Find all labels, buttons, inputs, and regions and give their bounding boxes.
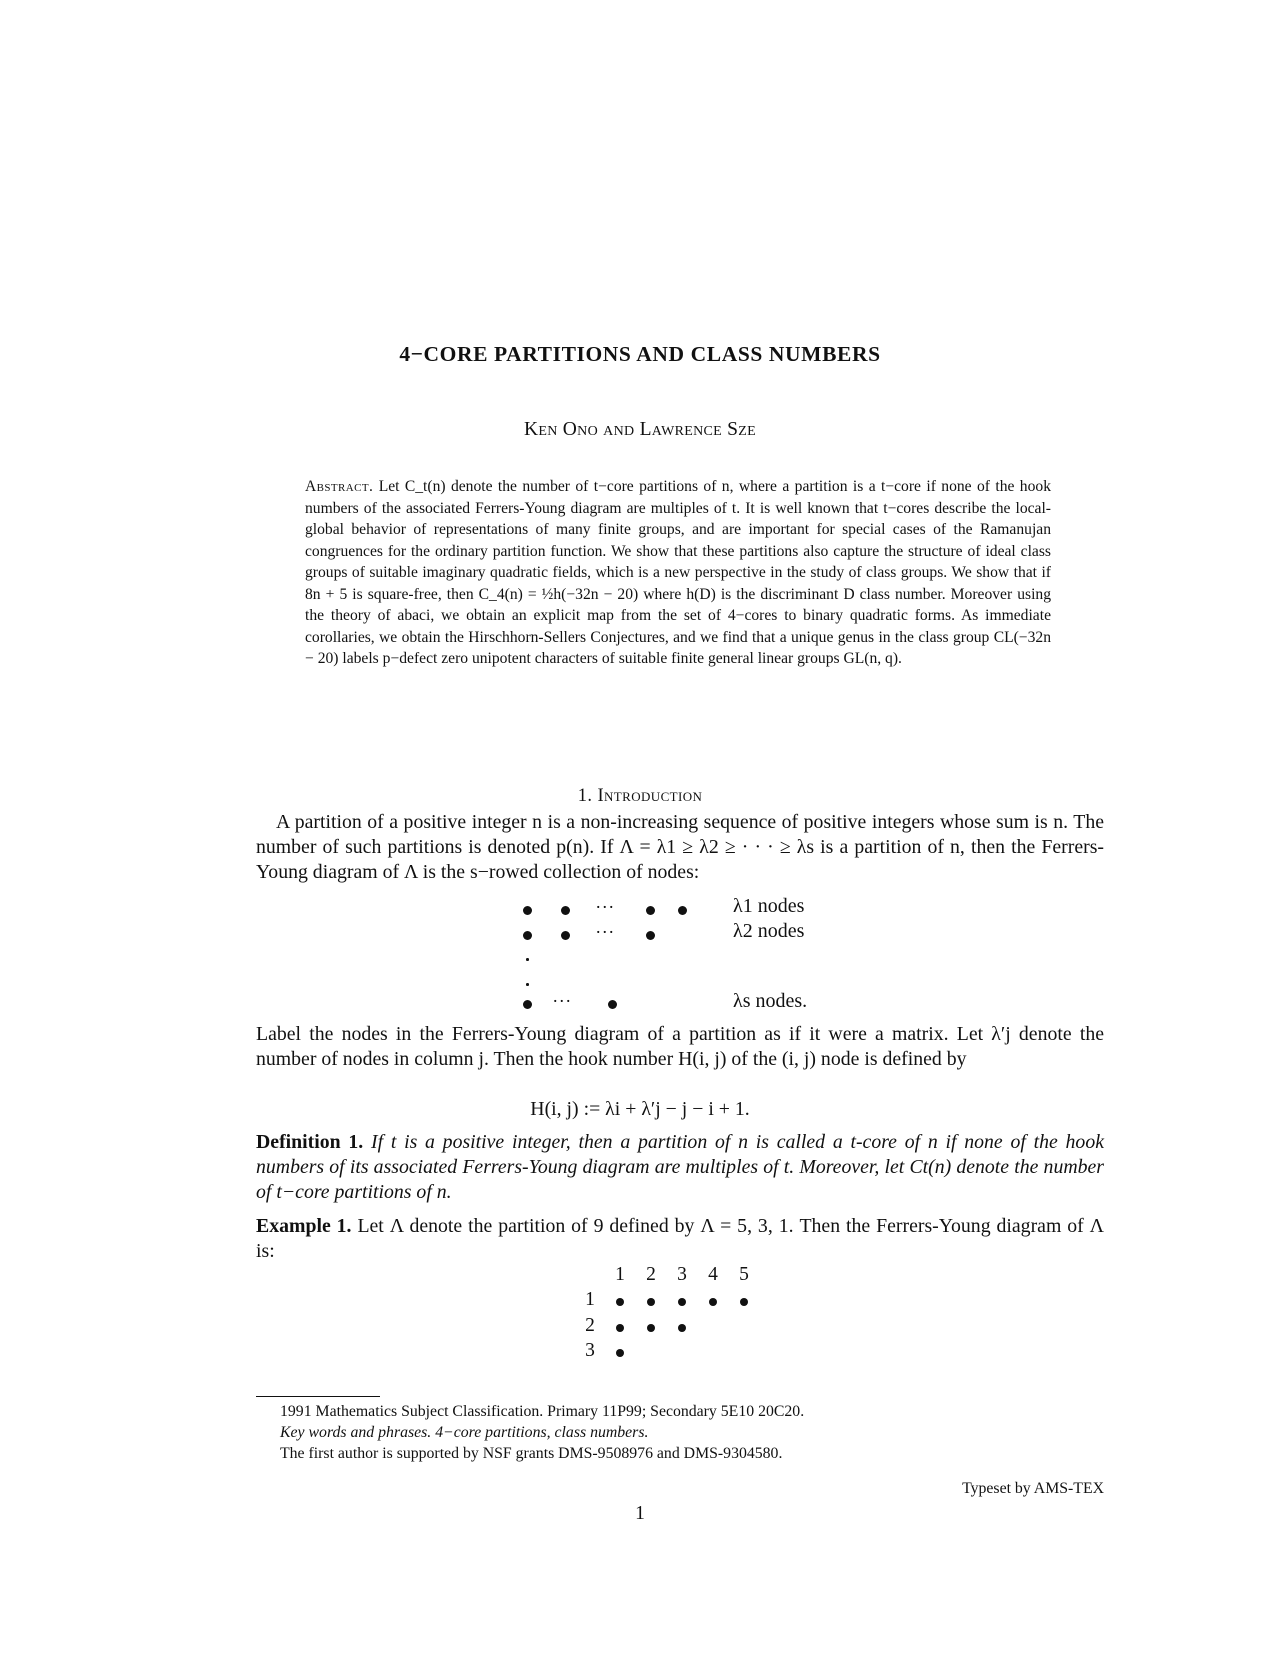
section-heading [0,786,1280,807]
row-header: 3 [585,1340,595,1361]
vertical-ellipsis-dot [526,983,529,986]
paper-authors: Ken Ono and Lawrence Sze [523,419,757,440]
definition-1 [256,1130,1104,1206]
example-text: Let Λ denote the partition of 9 defined by Λ = 5, 3, 1. Then the Ferrers-Young diagram of Λ is: [256,1215,1105,1263]
abstract [305,476,1051,670]
section-number: 1. [577,786,593,806]
intro-paragraph-2: Label the nodes in the Ferrers-Young diagram of a partition as if it were a matrix. Let λ′j denote the number of nodes in column j. Then the hook number H(i, j) of the (i, j) node is defined by [256,1023,1104,1071]
row-header: 2 [585,1315,595,1336]
node-dot [561,931,570,940]
example-node [709,1298,717,1306]
page-number: 1 [635,1503,645,1524]
column-header: 3 [677,1264,687,1285]
example-1 [256,1214,1104,1264]
typeset-note: Typeset by AMS-TEX [962,1480,1104,1497]
lambda-2-label: λ2 nodes [733,920,805,942]
footnote-msc: 1991 Mathematics Subject Classification. Primary 11P99; Secondary 5E10 20C20. [280,1403,805,1420]
definition-text: If t is a positive integer, then a partition of n is called a t-core of n if none of the hook numbers of its associated Ferrers-Young diagram are multiples of t. Moreover, let Ct(n) denote the number of t−core partitions of n. [256,1131,1104,1204]
example-node [678,1324,686,1332]
lambda-1-label: λ1 nodes [733,895,805,917]
abstract-text: Let C_t(n) denote the number of t−core partitions of n, where a partition is a t−core if none of the hook numbers of the associated Ferrers-Young diagram are multiples of t. It is well known that t−cores describe the local-global behavior of representations of many finite groups, and are important for special cases of the Ramanujan congruences for the ordinary partition function. We show that these partitions also capture the structure of ideal class groups of suitable imaginary quadratic fields, which is a new perspective in the study of class groups. We show that if 8n + 5 is square-free, then C_4(n) = ½h(−32n − 20) where h(D) is the discriminant D class number. Moreover using the theory of abaci, we obtain an explicit map from the set of 4−cores to binary quadratic forms. As immediate corollaries, we obtain the Hirschhorn-Sellers Conjectures, and we find that a unique genus in the class group CL(−32n − 20) labels p−defect zero unipotent characters of suitable finite general linear groups GL(n, q). [305,478,1051,667]
column-header: 5 [739,1264,749,1285]
row-ellipsis: ... [596,917,616,937]
example-node [616,1324,624,1332]
vertical-ellipsis-dot [526,958,529,961]
column-header: 4 [708,1264,718,1285]
example-node [740,1298,748,1306]
intro-paragraph-1: A partition of a positive integer n is a non-increasing sequence of positive integers whose sum is n. The number of such partitions is denoted p(n). If Λ = λ1 ≥ λ2 ≥ · · · ≥ λs is a partition of n, then the Ferrers-Young diagram of Λ is the s−rowed collection of nodes: [256,811,1104,884]
column-header: 2 [646,1264,656,1285]
paper-title: 4−CORE PARTITIONS AND CLASS NUMBERS [399,342,881,366]
node-dot [646,931,655,940]
example-label: Example 1. [256,1215,352,1237]
row-header: 1 [585,1289,595,1310]
definition-label: Definition 1. [256,1131,364,1153]
node-dot [523,906,532,915]
footnote-rule [256,1396,380,1397]
node-dot [523,931,532,940]
example-node [616,1349,624,1357]
footnote-support: The first author is supported by NSF grants DMS-9508976 and DMS-9304580. [280,1445,783,1462]
lambda-s-label: λs nodes. [733,990,808,1012]
node-dot [678,906,687,915]
node-dot [523,1000,532,1009]
node-dot [646,906,655,915]
example-node [678,1298,686,1306]
row-ellipsis: ... [553,986,573,1006]
footnote-keywords: Key words and phrases. 4−core partitions, class numbers. [280,1424,649,1441]
footnotes [280,1401,1100,1464]
node-dot [561,906,570,915]
example-node [647,1298,655,1306]
section-title: Introduction [597,786,703,806]
column-header: 1 [615,1264,625,1285]
hook-number-equation: H(i, j) := λi + λ′j − j − i + 1. [530,1098,750,1120]
abstract-label: Abstract. [305,478,374,495]
row-ellipsis: ... [596,892,616,912]
example-node [616,1298,624,1306]
node-dot [608,1000,617,1009]
example-node [647,1324,655,1332]
